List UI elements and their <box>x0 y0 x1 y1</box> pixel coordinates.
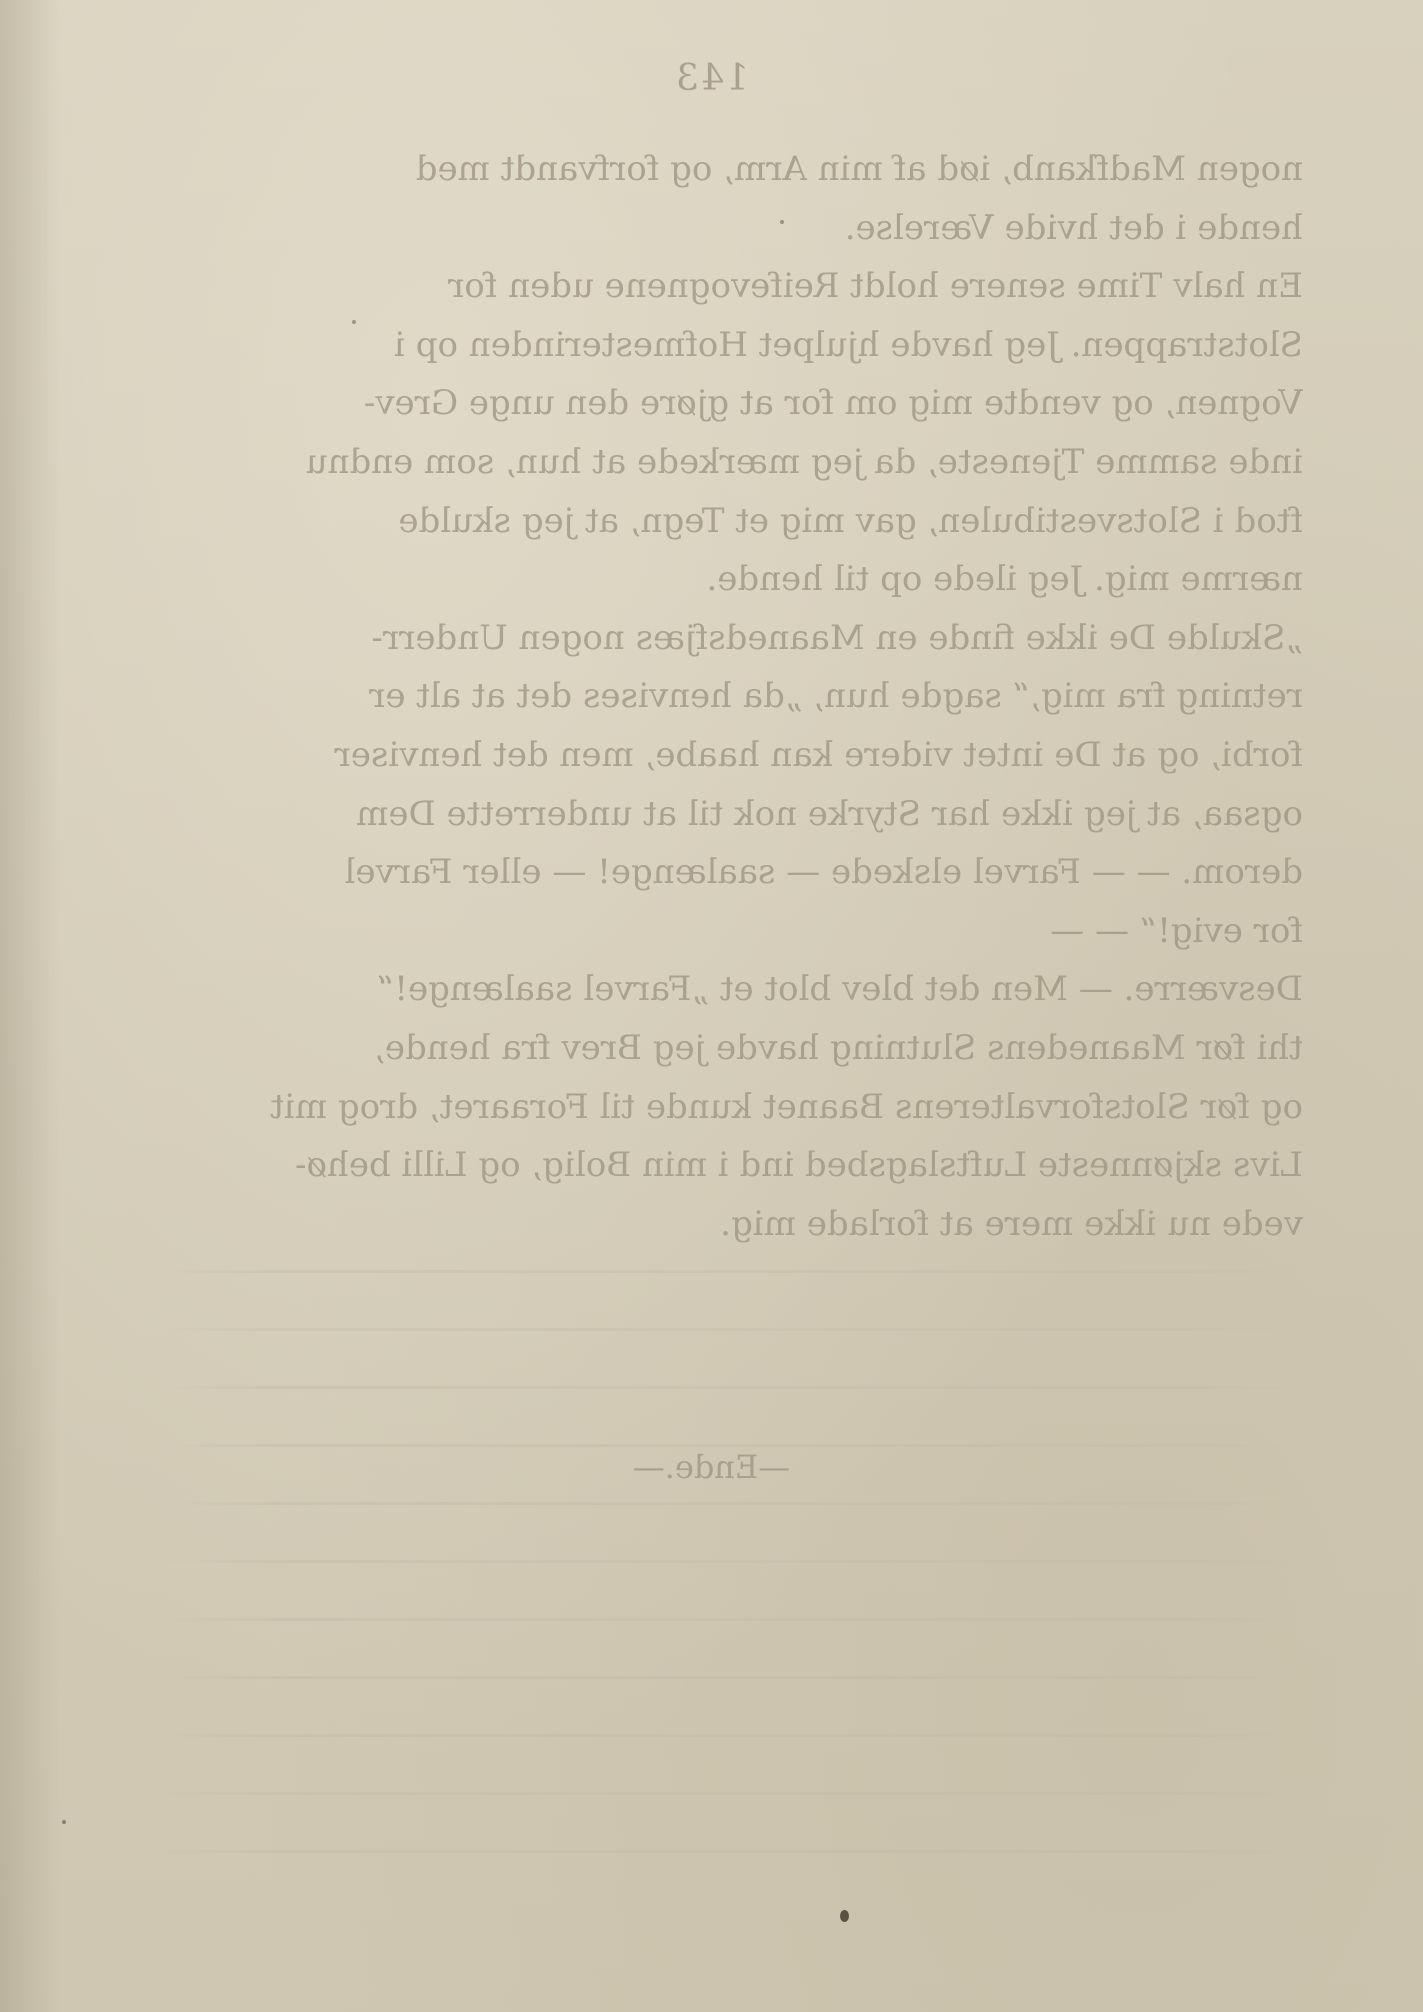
paper-speck <box>780 220 784 224</box>
text-line: Vognen, og vendte mig om for at gjøre den unge Grev- <box>363 383 1303 424</box>
text-line: inde samme Tjeneste, da jeg mærkede at hun, som endnu <box>305 441 1303 482</box>
faint-line <box>160 1734 1300 1737</box>
text-line: „Skulde De ikke finde en Maanedsfjæs nogen Underr- <box>371 617 1303 658</box>
paper-speck <box>840 1910 849 1922</box>
faint-line <box>160 1676 1300 1679</box>
faint-line <box>160 1560 1300 1563</box>
faint-line <box>160 1270 1300 1273</box>
text-line: thi før Maanedens Slutning havde jeg Brev fra hende, <box>374 1027 1303 1068</box>
text-line: Desværre. — Men det blev blot et „Farvel saalænge!“ <box>376 969 1303 1010</box>
text-line: En halv Time senere holdt Reifevognene uden for <box>448 266 1303 307</box>
text-line: forbi, og at De intet videre kan haabe, men det henviser <box>334 734 1303 775</box>
text-line: retning fra mig,“ sagde hun, „da henvises det at alt er <box>369 676 1303 717</box>
text-line: og før Slotsforvalterens Baanet kunde til Foraaret, drog mit <box>270 1086 1303 1127</box>
text-line: nogen Madfkanb, iød af min Arm, og forfvandt med <box>415 149 1303 189</box>
faint-line <box>160 1618 1300 1621</box>
show-through-text <box>148 140 1303 1253</box>
text-line: hende i det hvide Værelse. <box>844 207 1303 248</box>
paper-speck <box>62 1820 66 1824</box>
binding-shadow <box>0 0 60 2012</box>
faint-line <box>160 1502 1300 1505</box>
text-line: derom. — — Farvel elskede — saalænge! — eller Farvel <box>344 852 1303 893</box>
text-line: Slotstrappen. Jeg havde hjulpet Hofmesterinden op i <box>394 324 1303 365</box>
text-line: Livs skjønneste Luftslagsbed ind i min Bolig, og Lilli behø- <box>294 1145 1303 1186</box>
end-mark: —Ende.— <box>632 1448 791 1486</box>
faint-line <box>160 1444 1300 1447</box>
faint-line <box>160 1850 1300 1853</box>
faint-reverse-lines <box>160 1270 1300 1908</box>
paper-speck <box>352 320 356 324</box>
faint-line <box>160 1328 1300 1331</box>
page-number: 143 <box>674 58 749 99</box>
text-line: vede nu ikke mere at forlade mig. <box>720 1203 1303 1244</box>
text-line: for evig!“ — — <box>1050 910 1303 951</box>
text-line: ftod i Slotsvestibulen, gav mig et Tegn, at jeg skulde <box>398 500 1303 541</box>
text-line: nærme mig. Jeg ilede op til hende. <box>706 559 1303 600</box>
faint-line <box>160 1386 1300 1389</box>
faint-line <box>160 1792 1300 1795</box>
text-line: ogsaa, at jeg ikke har Styrke nok til at underrette Dem <box>356 793 1303 834</box>
